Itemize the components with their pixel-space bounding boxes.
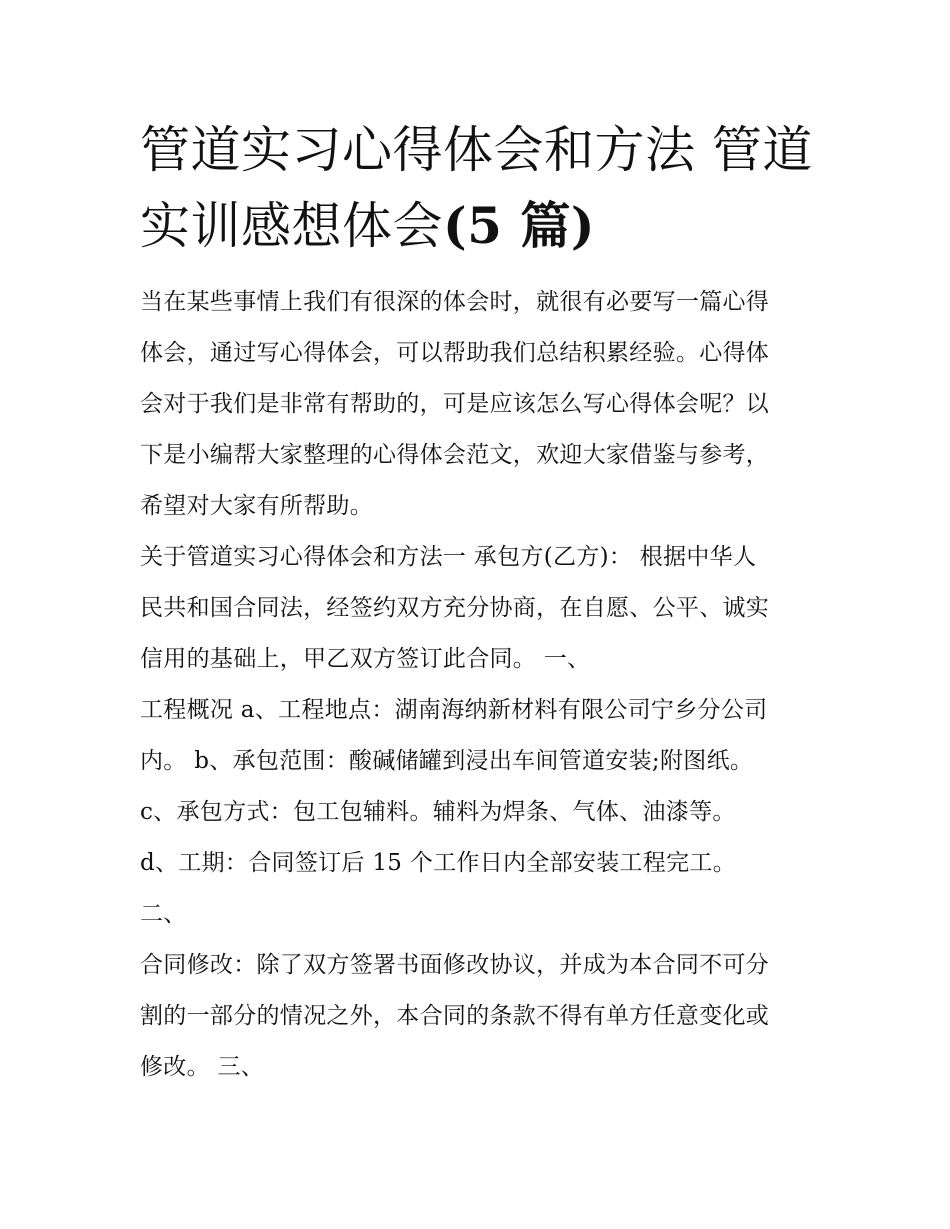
paragraph-line: 当在某些事情上我们有很深的体会时，就很有必要写一篇心得 xyxy=(140,289,770,315)
paragraph-line: 割的一部分的情况之外，本合同的条款不得有单方任意变化或 xyxy=(140,1003,770,1029)
paragraph-line: 下是小编帮大家整理的心得体会范文，欢迎大家借鉴与参考， xyxy=(140,442,770,468)
paragraph-intro xyxy=(140,277,816,532)
paragraph-line: 合同修改：除了双方签署书面修改协议，并成为本合同不可分 xyxy=(140,952,770,978)
paragraph-contract-modification xyxy=(140,940,816,1093)
paragraph-line: 体会，通过写心得体会，可以帮助我们总结积累经验。心得体 xyxy=(140,340,770,366)
title-line-2-text: 实训感想体会 xyxy=(140,197,443,255)
title-line-1: 管道实习心得体会和方法 管道 xyxy=(140,121,813,179)
section-heading-two xyxy=(140,889,816,940)
paragraph-line: 工程概况 a、工程地点：湖南海纳新材料有限公司宁乡分公司 xyxy=(140,697,768,723)
document-body xyxy=(140,277,816,1093)
paragraph-line: 内。 b、承包范围：酸碱储罐到浸出车间管道安装;附图纸。 xyxy=(140,748,754,774)
title-line-2-count: (5 篇) xyxy=(443,196,596,255)
title-line-2 xyxy=(140,188,816,264)
paragraph-line: 民共和国合同法，经签约双方充分协商，在自愿、公平、诚实 xyxy=(140,595,770,621)
paragraph-line: 信用的基础上，甲乙双方签订此合同。 一、 xyxy=(140,646,591,672)
paragraph-contract-intro xyxy=(140,532,816,685)
paragraph-line: c、承包方式：包工包辅料。辅料为焊条、气体、油漆等。 xyxy=(140,799,736,825)
document-title xyxy=(140,113,816,264)
document-page xyxy=(140,113,816,1093)
paragraph-line: 希望对大家有所帮助。 xyxy=(140,493,373,519)
paragraph-line: 修改。 三、 xyxy=(140,1054,265,1080)
paragraph-line: 二、 xyxy=(140,901,187,927)
paragraph-project-overview xyxy=(140,685,816,889)
paragraph-line: 会对于我们是非常有帮助的，可是应该怎么写心得体会呢？以 xyxy=(140,391,770,417)
paragraph-line: 关于管道实习心得体会和方法一 承包方(乙方)： 根据中华人 xyxy=(140,544,757,570)
paragraph-line: d、工期：合同签订后 15 个工作日内全部安装工程完工。 xyxy=(140,850,737,876)
